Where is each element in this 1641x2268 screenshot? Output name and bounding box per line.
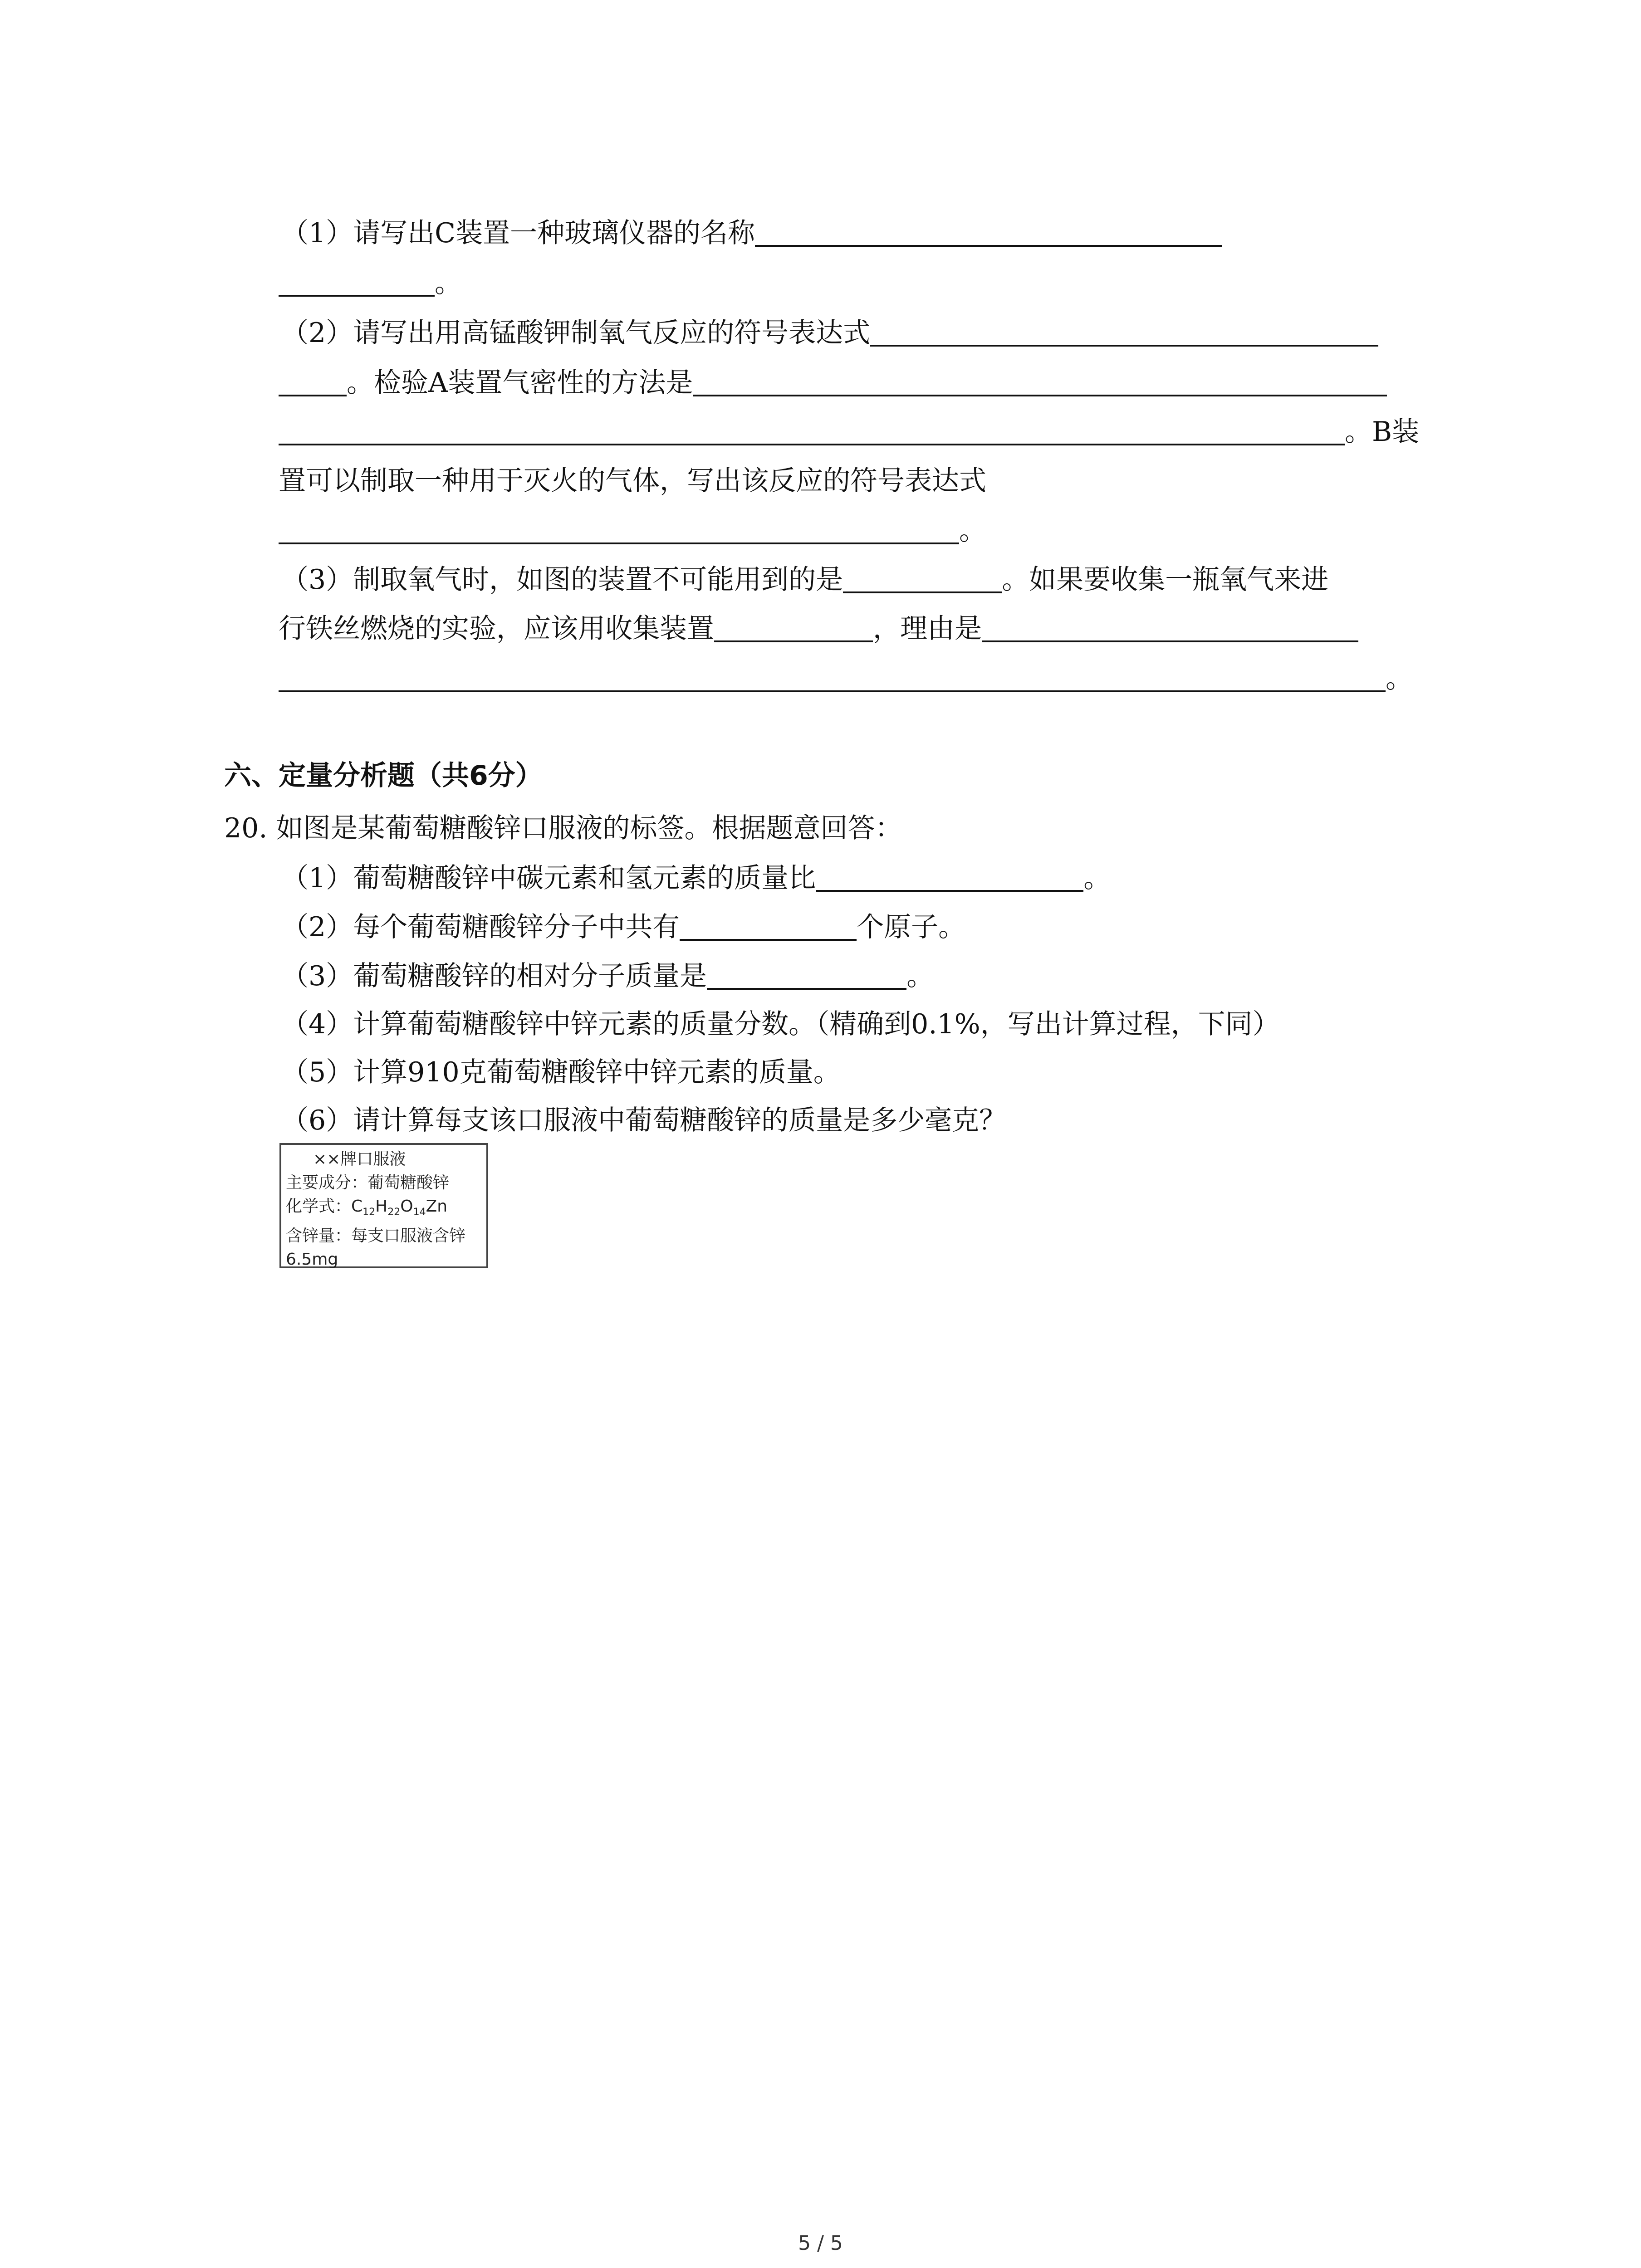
q20-sub2 — [281, 909, 965, 945]
q20-sub2-text: （2）每个葡萄糖酸锌分子中共有 — [281, 911, 680, 943]
label-formula — [286, 1195, 482, 1224]
q19-part2-text: （2）请写出用高锰酸钾制氧气反应的符号表达式 — [281, 317, 871, 349]
answer-blank[interactable] — [982, 613, 1358, 642]
q20-sub1 — [281, 860, 1111, 896]
formula-o: O — [400, 1197, 413, 1216]
formula-zn: Zn — [426, 1197, 448, 1216]
label-content: 含锌量：每支口服液含锌 — [286, 1227, 466, 1246]
q19-part3-line2 — [279, 611, 1358, 647]
q20-sub3-end: 。 — [906, 960, 934, 992]
q20-sub5: （5）计算910克葡萄糖酸锌中锌元素的质量。 — [281, 1056, 841, 1088]
q19-part3-text2: 。如果要收集一瓶氧气来进 — [1002, 564, 1329, 596]
label-title: ××牌口服液 — [313, 1150, 406, 1168]
answer-blank[interactable] — [870, 318, 1378, 347]
q19-part3-end: 。 — [1386, 663, 1413, 694]
answer-blank[interactable] — [680, 912, 857, 941]
q20-sub1-end: 。 — [1083, 862, 1111, 894]
product-label-image — [279, 1143, 488, 1268]
formula-c-count: 12 — [362, 1207, 376, 1218]
q19-part2-text3: 。B装 — [1345, 416, 1420, 448]
q19-part2-line4 — [279, 463, 986, 499]
formula-h-count: 22 — [387, 1207, 401, 1218]
answer-blank[interactable] — [279, 416, 1345, 445]
q20-sub4: （4）计算葡萄糖酸锌中锌元素的质量分数。（精确到0.1%，写出计算过程，下同） — [281, 1008, 1280, 1040]
q19-part3-line3 — [279, 660, 1413, 697]
q20-stem: 20. 如图是某葡萄糖酸锌口服液的标签。根据题意回答： — [224, 812, 902, 844]
q20-sub2-end: 个原子。 — [857, 911, 966, 943]
q19-part3-text: （3）制取氧气时，如图的装置不可能用到的是 — [281, 564, 843, 596]
q20-sub6: （6）请计算每支该口服液中葡萄糖酸锌的质量是多少毫克？ — [281, 1105, 1007, 1136]
q19-part2-text4: 置可以制取一种用于灭火的气体，写出该反应的符号表达式 — [279, 465, 986, 497]
answer-blank[interactable] — [816, 863, 1083, 892]
q19-part1-end: 。 — [435, 267, 462, 299]
q19-part2-line5 — [279, 513, 986, 549]
q20-sub3-text: （3）葡萄糖酸锌的相对分子质量是 — [281, 960, 707, 992]
q19-part2-text2: 。检验A装置气密性的方法是 — [347, 367, 693, 399]
q19-part2-line2 — [279, 365, 1387, 401]
q19-part1-text: （1）请写出C装置一种玻璃仪器的名称 — [281, 217, 755, 249]
label-amount: 6.5mg — [286, 1250, 338, 1269]
formula-c: C — [351, 1197, 363, 1216]
q19-part2-line1 — [281, 315, 1378, 351]
q19-part3-text3: 行铁丝燃烧的实验，应该用收集装置 — [279, 613, 714, 645]
answer-blank[interactable] — [755, 218, 1222, 247]
answer-blank[interactable] — [279, 515, 959, 544]
answer-blank[interactable] — [279, 268, 435, 297]
answer-blank[interactable] — [707, 961, 906, 990]
answer-blank[interactable] — [279, 663, 1386, 692]
page-number: 5 / 5 — [798, 2232, 843, 2255]
formula-h: H — [375, 1197, 388, 1216]
q19-part3-text4: ，理由是 — [873, 613, 982, 645]
q19-part2-end: 。 — [959, 515, 986, 547]
label-ingredient: 主要成分：葡萄糖酸锌 — [286, 1173, 450, 1192]
q19-part2-line3 — [279, 414, 1419, 450]
label-formula-prefix: 化学式： — [286, 1197, 352, 1216]
answer-blank[interactable] — [693, 367, 1387, 396]
q20-sub1-text: （1）葡萄糖酸锌中碳元素和氢元素的质量比 — [281, 862, 816, 894]
section-heading: 六、定量分析题（共6分） — [224, 760, 543, 792]
q19-part1-line1 — [281, 215, 1222, 251]
answer-blank[interactable] — [279, 367, 347, 396]
q20-sub3 — [281, 958, 934, 994]
answer-blank[interactable] — [843, 564, 1002, 593]
formula-o-count: 14 — [413, 1207, 426, 1218]
q19-part1-line2 — [279, 265, 462, 301]
answer-blank[interactable] — [714, 613, 873, 642]
q19-part3-line1 — [281, 562, 1328, 598]
